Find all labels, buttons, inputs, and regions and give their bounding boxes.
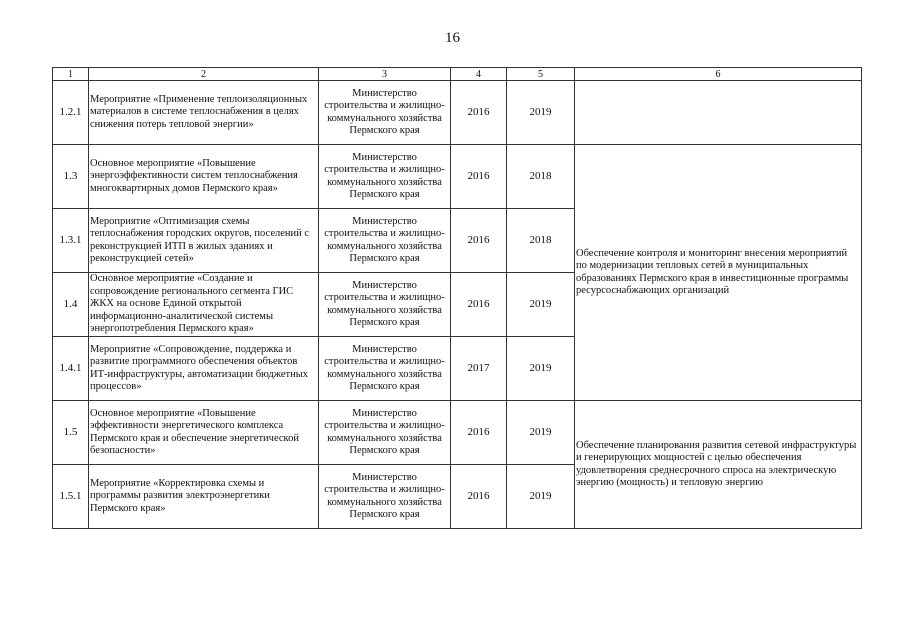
column-header: 2 (89, 68, 319, 81)
expected-result: Обеспечение контроля и мониторинг внесения мероприятий по модернизации тепловых сетей в муниципальных образованиях Пермского края в инвестиционные программы ресурсоснабжающих организаций (575, 145, 862, 401)
executor: Министерство строительства и жилищно-коммунального хозяйства Пермского края (319, 273, 451, 337)
row-number: 1.2.1 (53, 81, 89, 145)
table-header-row (53, 68, 862, 81)
column-header: 3 (319, 68, 451, 81)
row-number: 1.5 (53, 401, 89, 465)
row-number: 1.3.1 (53, 209, 89, 273)
start-year: 2016 (451, 273, 507, 337)
end-year: 2019 (507, 273, 575, 337)
measures-table (52, 67, 862, 529)
column-header: 4 (451, 68, 507, 81)
executor: Министерство строительства и жилищно-коммунального хозяйства Пермского края (319, 337, 451, 401)
start-year: 2016 (451, 145, 507, 209)
expected-result: Обеспечение планирования развития сетевой инфраструктуры и генерирующих мощностей с целью обеспечения удовлетворения среднесрочного спроса на электрическую энергию (мощность) и тепловую энергию (575, 401, 862, 529)
start-year: 2016 (451, 209, 507, 273)
end-year: 2018 (507, 145, 575, 209)
end-year: 2019 (507, 81, 575, 145)
column-header: 1 (53, 68, 89, 81)
start-year: 2016 (451, 465, 507, 529)
column-header: 5 (507, 68, 575, 81)
end-year: 2019 (507, 465, 575, 529)
executor: Министерство строительства и жилищно-коммунального хозяйства Пермского края (319, 145, 451, 209)
row-number: 1.3 (53, 145, 89, 209)
measure-name: Основное мероприятие «Создание и сопровождение регионального сегмента ГИС ЖКХ на основе Единой открытой информационно-аналитической системы энергопотребления Пермского края» (89, 273, 319, 337)
start-year: 2016 (451, 81, 507, 145)
executor: Министерство строительства и жилищно-коммунального хозяйства Пермского края (319, 465, 451, 529)
measure-name: Основное мероприятие «Повышение энергоэффективности систем теплоснабжения многоквартирных домов Пермского края» (89, 145, 319, 209)
row-number: 1.5.1 (53, 465, 89, 529)
measure-name: Основное мероприятие «Повышение эффективности энергетического комплекса Пермского края и обеспечение энергетической безопасности» (89, 401, 319, 465)
expected-result (575, 81, 862, 145)
start-year: 2016 (451, 401, 507, 465)
row-number: 1.4.1 (53, 337, 89, 401)
end-year: 2019 (507, 337, 575, 401)
measure-name: Мероприятие «Оптимизация схемы теплоснабжения городских округов, поселений с реконструкцией ИТП в жилых зданиях и реконструкцией сетей» (89, 209, 319, 273)
table-row (53, 81, 862, 145)
page-number: 16 (445, 30, 460, 46)
measure-name: Мероприятие «Применение теплоизоляционных материалов в системе теплоснабжения в целях снижения потерь тепловой энергии» (89, 81, 319, 145)
table-row (53, 145, 862, 209)
measure-name: Мероприятие «Сопровождение, поддержка и развитие программного обеспечения объектов ИТ-инфраструктуры, автоматизации бюджетных процессов» (89, 337, 319, 401)
column-header: 6 (575, 68, 862, 81)
table-row (53, 401, 862, 465)
end-year: 2018 (507, 209, 575, 273)
executor: Министерство строительства и жилищно-коммунального хозяйства Пермского края (319, 209, 451, 273)
executor: Министерство строительства и жилищно-коммунального хозяйства Пермского края (319, 81, 451, 145)
row-number: 1.4 (53, 273, 89, 337)
end-year: 2019 (507, 401, 575, 465)
start-year: 2017 (451, 337, 507, 401)
executor: Министерство строительства и жилищно-коммунального хозяйства Пермского края (319, 401, 451, 465)
measure-name: Мероприятие «Корректировка схемы и программы развития электроэнергетики Пермского края» (89, 465, 319, 529)
